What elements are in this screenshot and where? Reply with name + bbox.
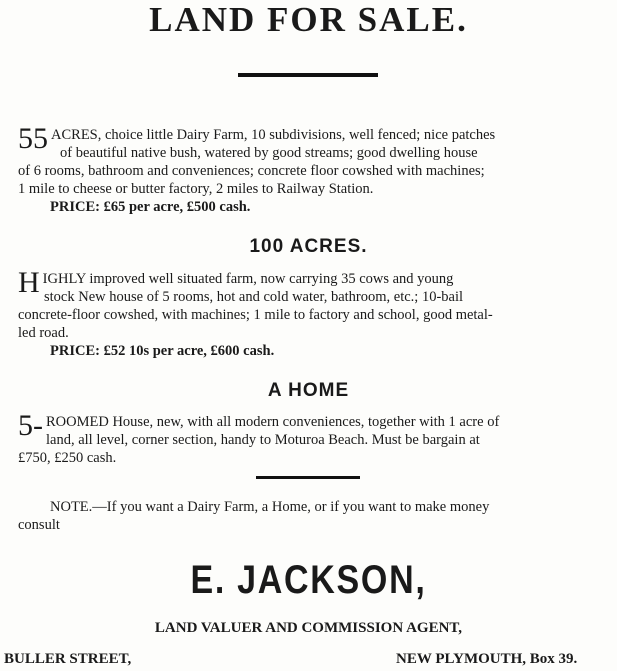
middle-rule bbox=[256, 476, 360, 479]
listing-55-price: PRICE: £65 per acre, £500 cash. bbox=[50, 199, 251, 215]
listing-100-line-2: stock New house of 5 rooms, hot and cold water, bathroom, etc.; 10-bail bbox=[44, 289, 464, 305]
listing-100-acres-heading: 100 ACRES. bbox=[249, 236, 368, 257]
listing-home bbox=[18, 409, 616, 467]
listing-100-line-1: IGHLY improved well situated farm, now carrying 35 cows and young bbox=[42, 271, 454, 287]
listing-100-acres bbox=[18, 266, 616, 360]
listing-100-line-3: concrete-floor cowshed, with machines; 1 mile to factory and school, good metal- bbox=[18, 307, 493, 323]
agent-city: NEW PLYMOUTH, Box 39. bbox=[396, 651, 578, 667]
note-line-2: consult bbox=[18, 517, 60, 533]
listing-100-price: PRICE: £52 10s per acre, £600 cash. bbox=[50, 343, 275, 359]
note-line-1: NOTE.—If you want a Dairy Farm, a Home, or if you want to make money bbox=[50, 499, 490, 515]
listing-home-line-3: £750, £250 cash. bbox=[18, 450, 117, 466]
headline: LAND FOR SALE. bbox=[149, 0, 468, 39]
agent-title: LAND VALUER AND COMMISSION AGENT, bbox=[154, 620, 463, 636]
top-rule bbox=[238, 73, 378, 77]
listing-55-line-3: of 6 rooms, bathroom and conveniences; concrete floor cowshed with machines; bbox=[18, 163, 485, 179]
listing-home-line-2: land, all level, corner section, handy to Moturoa Beach. Must be bargain at bbox=[46, 432, 480, 448]
listing-100-line-4: led road. bbox=[18, 325, 69, 341]
listing-55-drop: 55 bbox=[18, 122, 48, 155]
agent-name: E. JACKSON, bbox=[190, 558, 427, 602]
listing-55-line-2: of beautiful native bush, watered by good streams; good dwelling house bbox=[60, 145, 478, 161]
listing-home-line-1: ROOMED House, new, with all modern conveniences, together with 1 acre of bbox=[46, 414, 500, 430]
note-block bbox=[18, 498, 616, 534]
agent-street: BULLER STREET, bbox=[4, 651, 132, 667]
listing-home-heading: A HOME bbox=[267, 380, 350, 401]
listing-55-acres bbox=[18, 122, 616, 216]
listing-home-drop: 5- bbox=[18, 409, 43, 442]
listing-55-line-1: ACRES, choice little Dairy Farm, 10 subdivisions, well fenced; nice patches bbox=[51, 127, 496, 143]
listing-55-line-4: 1 mile to cheese or butter factory, 2 miles to Railway Station. bbox=[18, 181, 374, 197]
listing-100-drop: H bbox=[18, 266, 40, 299]
